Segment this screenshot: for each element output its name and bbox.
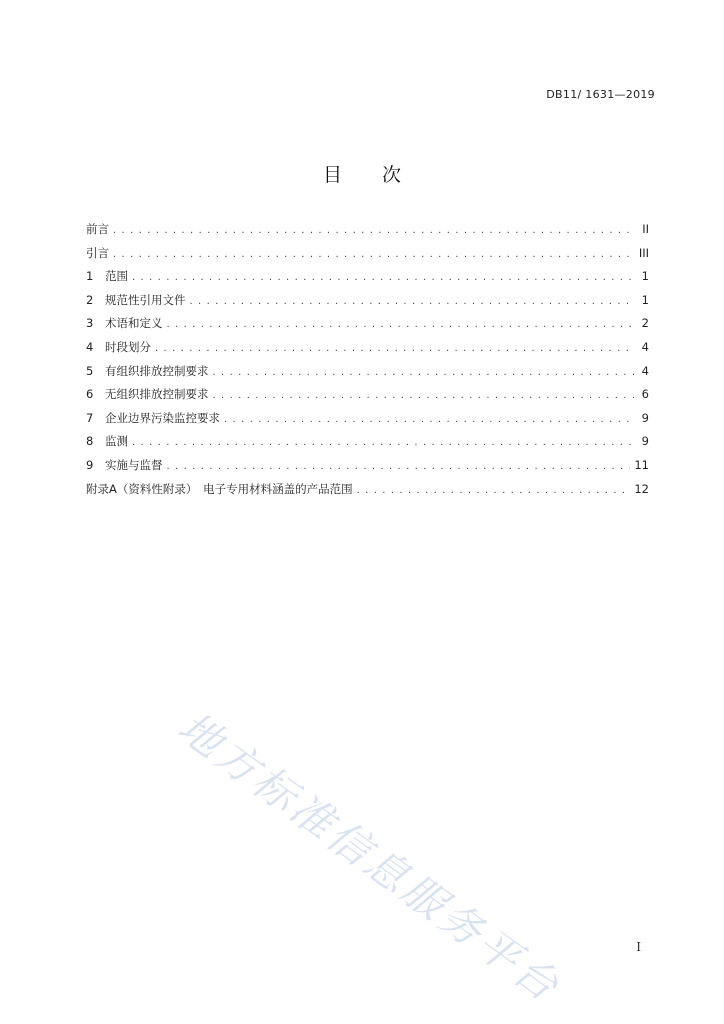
toc-entry-number: 6	[86, 387, 94, 402]
toc-dot-leader	[167, 455, 631, 478]
toc-dot-leader	[155, 337, 635, 360]
toc-dot-leader	[213, 384, 636, 407]
toc-entry-number: 1	[86, 269, 94, 284]
toc-entry-page: 1	[641, 269, 649, 284]
toc-entry-number: 5	[86, 363, 94, 378]
page-number: I	[636, 940, 641, 954]
toc-entry-boundary-monitoring[interactable]	[86, 407, 649, 431]
toc-entry-scope[interactable]	[86, 265, 649, 289]
toc-entry-appendix-a[interactable]	[86, 478, 649, 502]
toc-entry-number: 3	[86, 316, 94, 331]
toc-entry-label: 前言	[86, 222, 109, 236]
toc-entry-label: 企业边界污染监控要求	[105, 410, 220, 425]
toc-entry-monitoring[interactable]	[86, 430, 649, 454]
toc-entry-page: II	[642, 222, 649, 236]
watermark: 地方标准信息服务平台	[169, 702, 571, 1013]
toc-dot-leader	[167, 313, 636, 336]
toc-entry-implementation[interactable]	[86, 454, 649, 478]
toc-entry-number: 2	[86, 292, 94, 307]
toc-entry-introduction[interactable]	[86, 242, 649, 266]
toc-entry-number: 9	[86, 457, 94, 472]
toc-entry-time-periods[interactable]	[86, 336, 649, 360]
toc-entry-number: 8	[86, 434, 94, 449]
toc-entry-label: 引言	[86, 245, 109, 260]
toc-entry-label: 有组织排放控制要求	[105, 363, 209, 378]
toc-dot-leader	[224, 408, 635, 431]
toc-entry-page: 9	[641, 434, 649, 449]
toc-dot-leader	[357, 479, 631, 502]
toc-dot-leader	[213, 361, 636, 384]
toc-entry-terms-definitions[interactable]	[86, 312, 649, 336]
toc-title-char-2: 次	[382, 164, 402, 186]
toc-dot-leader	[132, 431, 635, 454]
toc-entry-page: 11	[634, 457, 649, 472]
toc-entry-label: 监测	[105, 434, 128, 449]
toc-entry-organized-emission[interactable]	[86, 360, 649, 384]
toc-entry-page: 6	[641, 387, 649, 402]
toc-dot-leader	[113, 243, 635, 266]
toc-entry-label: 术语和定义	[105, 316, 163, 331]
toc-dot-leader	[113, 219, 635, 242]
toc-entry-foreword[interactable]	[86, 218, 649, 242]
toc-entry-label: 无组织排放控制要求	[105, 387, 209, 402]
toc-entry-page: 1	[641, 292, 649, 307]
toc-entry-page: 4	[641, 339, 649, 354]
toc-dot-leader	[132, 266, 635, 289]
table-of-contents	[86, 218, 649, 501]
toc-entry-page: 9	[641, 410, 649, 425]
toc-title	[0, 160, 724, 187]
toc-entry-label: 规范性引用文件	[105, 292, 186, 307]
toc-entry-label: 范围	[105, 269, 128, 284]
toc-entry-fugitive-emission[interactable]	[86, 383, 649, 407]
toc-entry-page: III	[638, 245, 649, 260]
document-code: DB11/ 1631—2019	[546, 88, 655, 101]
toc-entry-label: 附录A（资料性附录） 电子专用材料涵盖的产品范围	[86, 481, 353, 496]
toc-entry-label: 时段划分	[105, 339, 151, 354]
toc-dot-leader	[190, 290, 636, 313]
toc-entry-number: 7	[86, 410, 94, 425]
toc-entry-page: 12	[634, 481, 649, 496]
toc-entry-number: 4	[86, 339, 94, 354]
toc-entry-label: 实施与监督	[105, 457, 163, 472]
toc-entry-page: 2	[641, 316, 649, 331]
toc-entry-normative-references[interactable]	[86, 289, 649, 313]
toc-title-char-1: 目	[322, 164, 342, 186]
toc-entry-page: 4	[641, 363, 649, 378]
